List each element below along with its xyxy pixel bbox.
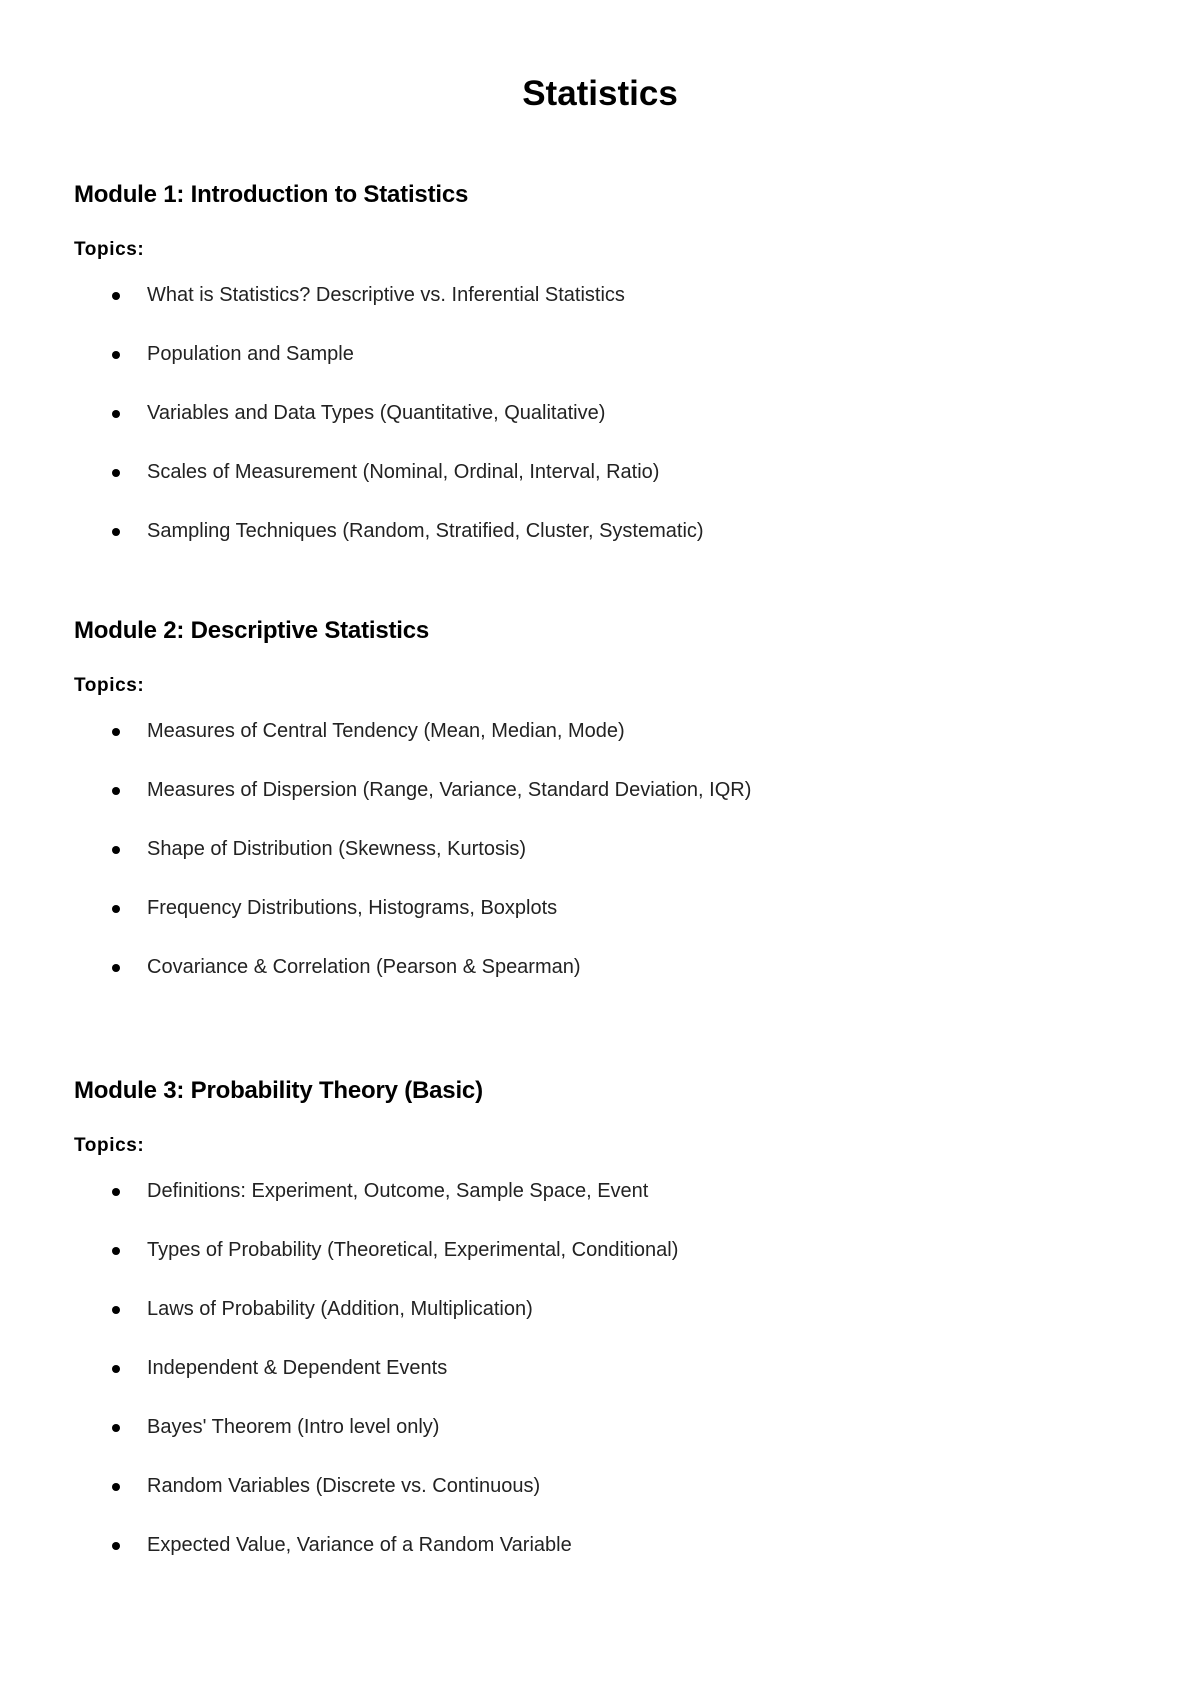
topic-text: Scales of Measurement (Nominal, Ordinal, Interval, Ratio) xyxy=(147,461,660,483)
document-title: Statistics xyxy=(522,74,678,113)
list-item xyxy=(74,282,1124,341)
topics-label: Topics: xyxy=(74,1135,145,1156)
module-section xyxy=(74,180,1124,577)
module-heading: Module 2: Descriptive Statistics xyxy=(74,617,430,644)
list-item xyxy=(74,1473,1124,1532)
list-item xyxy=(74,895,1124,954)
topic-text: Definitions: Experiment, Outcome, Sample Space, Event xyxy=(147,1180,649,1202)
bullet-icon xyxy=(112,728,120,736)
bullet-icon xyxy=(112,846,120,854)
topic-text: Independent & Dependent Events xyxy=(147,1357,448,1379)
list-item xyxy=(74,1532,1124,1591)
list-item xyxy=(74,777,1124,836)
topic-list xyxy=(74,1178,1124,1591)
topic-text: Covariance & Correlation (Pearson & Spearman) xyxy=(147,956,581,978)
bullet-icon xyxy=(112,964,120,972)
topic-text: Measures of Dispersion (Range, Variance, Standard Deviation, IQR) xyxy=(147,779,752,801)
module-heading: Module 3: Probability Theory (Basic) xyxy=(74,1077,483,1104)
module-heading: Module 1: Introduction to Statistics xyxy=(74,181,469,208)
topic-list xyxy=(74,282,1124,577)
topics-label: Topics: xyxy=(74,239,145,260)
bullet-icon xyxy=(112,410,120,418)
topic-list xyxy=(74,718,1124,1013)
bullet-icon xyxy=(112,1365,120,1373)
list-item xyxy=(74,718,1124,777)
topic-text: Measures of Central Tendency (Mean, Median, Mode) xyxy=(147,720,625,742)
module-section xyxy=(74,1076,1124,1591)
bullet-icon xyxy=(112,1306,120,1314)
bullet-icon xyxy=(112,905,120,913)
bullet-icon xyxy=(112,1542,120,1550)
bullet-icon xyxy=(112,787,120,795)
list-item xyxy=(74,1178,1124,1237)
topic-text: Random Variables (Discrete vs. Continuous) xyxy=(147,1475,541,1497)
list-item xyxy=(74,954,1124,1013)
list-item xyxy=(74,518,1124,577)
bullet-icon xyxy=(112,469,120,477)
list-item xyxy=(74,1355,1124,1414)
bullet-icon xyxy=(112,1188,120,1196)
bullet-icon xyxy=(112,292,120,300)
topic-text: Population and Sample xyxy=(147,343,354,365)
list-item xyxy=(74,1296,1124,1355)
bullet-icon xyxy=(112,1424,120,1432)
topics-label: Topics: xyxy=(74,675,145,696)
bullet-icon xyxy=(112,351,120,359)
list-item xyxy=(74,400,1124,459)
bullet-icon xyxy=(112,1247,120,1255)
list-item xyxy=(74,1237,1124,1296)
topic-text: Bayes' Theorem (Intro level only) xyxy=(147,1416,440,1438)
topic-text: Shape of Distribution (Skewness, Kurtosis) xyxy=(147,838,527,860)
list-item xyxy=(74,459,1124,518)
topic-text: Laws of Probability (Addition, Multiplication) xyxy=(147,1298,533,1320)
list-item xyxy=(74,341,1124,400)
list-item xyxy=(74,836,1124,895)
module-section xyxy=(74,616,1124,1013)
bullet-icon xyxy=(112,528,120,536)
topic-text: Sampling Techniques (Random, Stratified, Cluster, Systematic) xyxy=(147,520,704,542)
topic-text: Types of Probability (Theoretical, Experimental, Conditional) xyxy=(147,1239,679,1261)
topic-text: What is Statistics? Descriptive vs. Inferential Statistics xyxy=(147,284,625,306)
topic-text: Variables and Data Types (Quantitative, Qualitative) xyxy=(147,402,606,424)
bullet-icon xyxy=(112,1483,120,1491)
topic-text: Frequency Distributions, Histograms, Boxplots xyxy=(147,897,558,919)
list-item xyxy=(74,1414,1124,1473)
topic-text: Expected Value, Variance of a Random Variable xyxy=(147,1534,572,1556)
